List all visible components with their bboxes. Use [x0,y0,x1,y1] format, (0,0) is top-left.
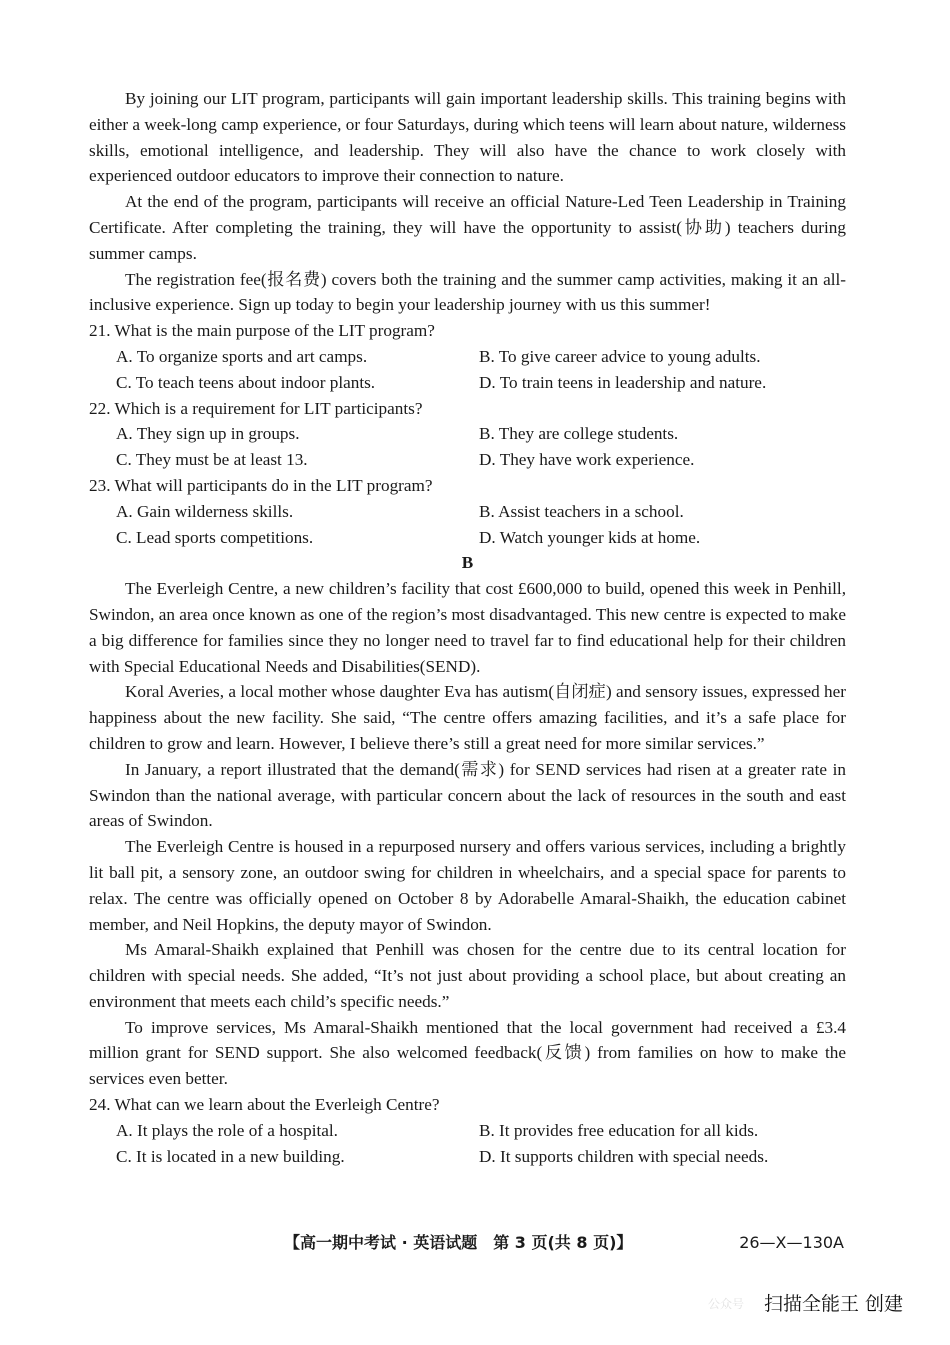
question-24-option-d: D. It supports children with special needs. [479,1146,769,1166]
question-22-option-d: D. They have work experience. [479,450,695,470]
question-24-option-c: C. It is located in a new building. [116,1146,345,1166]
watermark-text: 公众号 [708,1297,745,1311]
question-24-stem: 24. What can we learn about the Everleigh Centre? [89,1095,440,1115]
question-21-option-b: B. To give career advice to young adults. [479,346,761,366]
question-22-option-a: A. They sign up in groups. [116,424,300,444]
question-21-stem: 21. What is the main purpose of the LIT program? [89,321,435,341]
question-23-options [89,499,846,551]
question-23-option-d: D. Watch younger kids at home. [479,527,701,547]
passage-a-paragraph-2: At the end of the program, participants will receive an official Nature-Led Teen Leadership in Training Certificate. After completing the training, they will have the opportunity to assist(协助) teachers during summer camps. [89,192,846,263]
question-24-option-a: A. It plays the role of a hospital. [116,1120,338,1140]
question-22-stem: 22. Which is a requirement for LIT participants? [89,398,423,418]
passage-b-paragraph-2: Koral Averies, a local mother whose daughter Eva has autism(自闭症) and sensory issues, expressed her happiness about the new facility. She said, “The centre offers amazing facilities, and it’s a safe place for children to grow and learn. However, I believe there’s still a great need for more similar services.” [89,682,846,753]
question-23-option-c: C. Lead sports competitions. [116,527,314,547]
question-21-options [89,344,846,396]
question-21-option-d: D. To train teens in leadership and nature. [479,372,767,392]
question-22-option-b: B. They are college students. [479,424,679,444]
passage-b-paragraph-3: In January, a report illustrated that the demand(需求) for SEND services had risen at a greater rate in Swindon than the national average, with particular concern about the lack of resources in the south and east areas of Swindon. [89,759,846,831]
section-b-heading: B [461,553,474,573]
passage-b-paragraph-6: To improve services, Ms Amaral-Shaikh mentioned that the local government had received a £3.4 million grant for SEND support. She also welcomed feedback(反馈) from families on how to make the services even better. [89,1017,846,1089]
passage-b-paragraph-1: The Everleigh Centre, a new children’s facility that cost £600,000 to build, opened this week in Penhill, Swindon, an area once known as one of the region’s most disadvantaged. This new centre is expected to make a big difference for families since they no longer need to travel far to find educational help for their children with Special Educational Needs and Disabilities(SEND). [89,579,846,676]
question-24-options [89,1118,846,1170]
question-21-option-c: C. To teach teens about indoor plants. [116,372,376,392]
passage-a-paragraph-3: The registration fee(报名费) covers both the training and the summer camp activities, making it an all-inclusive experience. Sign up today to begin your leadership journey with us this summer! [89,269,846,315]
passage-b-paragraph-4: The Everleigh Centre is housed in a repurposed nursery and offers various services, including a brightly lit ball pit, a sensory zone, an outdoor swing for children in wheelchairs, and a special space for parents to relax. The centre was officially opened on October 8 by Adorabelle Amaral-Shaikh, the education cabinet member, and Neil Hopkins, the deputy mayor of Swindon. [89,837,846,934]
question-22-options [89,421,846,473]
exam-page [89,86,846,1169]
question-23-option-b: B. Assist teachers in a school. [479,501,684,521]
page-footer [284,1230,844,1256]
question-21-option-a: A. To organize sports and art camps. [116,346,368,366]
footer-title: 【高一期中考试 · 英语试题 第 3 页(共 8 页)】 [284,1233,633,1252]
passage-b-paragraph-5: Ms Amaral-Shaikh explained that Penhill was chosen for the centre due to its central location for children with special needs. She added, “It’s not just about providing a school place, but about creating an environment that meets each child’s specific needs.” [89,940,846,1011]
question-24-option-b: B. It provides free education for all kids. [479,1120,759,1140]
footer-code: 26—X—130A [739,1233,844,1252]
scanner-credit: 扫描全能王 创建 [764,1293,904,1315]
passage-a-paragraph-1: By joining our LIT program, participants will gain important leadership skills. This training begins with either a week-long camp experience, or four Saturdays, during which teens will learn about nature, wilderness skills, emotional intelligence, and leadership. They will also have the chance to work closely with experienced outdoor educators to improve their connection to nature. [89,89,846,186]
question-22-option-c: C. They must be at least 13. [116,450,308,470]
question-23-option-a: A. Gain wilderness skills. [116,501,294,521]
question-23-stem: 23. What will participants do in the LIT program? [89,475,433,495]
